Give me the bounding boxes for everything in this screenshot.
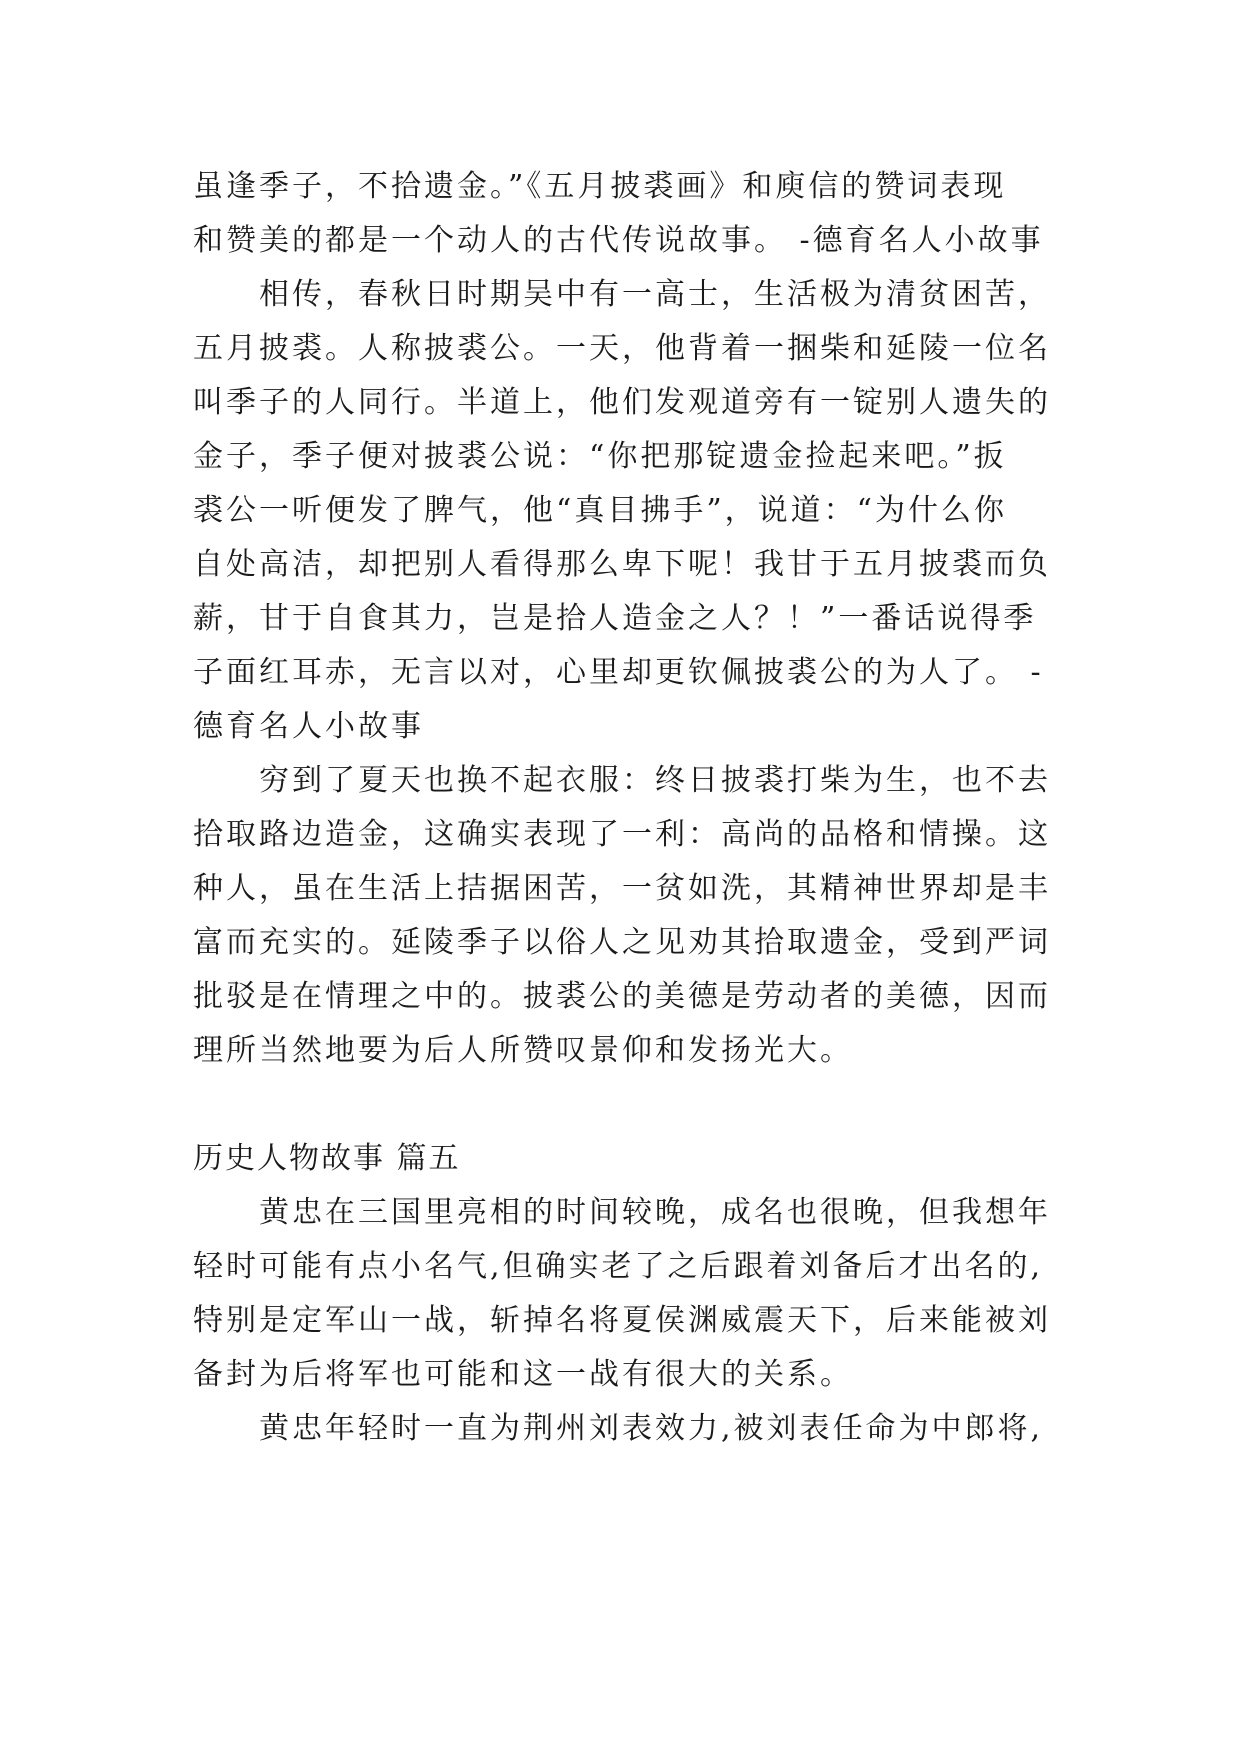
text-line: 五月披裘。人称披裘公。一天，他背着一捆柴和延陵一位名 xyxy=(193,331,1051,366)
text-line: 裘公一听便发了脾气，他“真目拂手”，说道：“为什么你 xyxy=(193,493,1008,528)
text-line: 子面红耳赤，无言以对，心里却更钦佩披裘公的为人了。 - xyxy=(193,655,1044,690)
section-heading: 历史人物故事 篇五 xyxy=(193,1141,461,1176)
text-line: 和赞美的都是一个动人的古代传说故事。 -德育名人小故事 xyxy=(193,223,1044,258)
text-line: 拾取路边造金，这确实表现了一利：高尚的品格和情操。这 xyxy=(193,817,1051,852)
text-line: 特别是定军山一战，斩掉名将夏侯渊威震天下，后来能被刘 xyxy=(193,1303,1051,1338)
paragraph-first-line: 黄忠在三国里亮相的时间较晚，成名也很晚，但我想年 xyxy=(259,1195,1051,1230)
text-line: 自处高洁，却把别人看得那么卑下呢！我甘于五月披裘而负 xyxy=(193,547,1051,582)
section-spacer xyxy=(193,1078,1055,1132)
text-line: 种人，虽在生活上拮据困苦，一贫如洗，其精神世界却是丰 xyxy=(193,871,1051,906)
paragraph-first-line: 黄忠年轻时一直为荆州刘表效力,被刘表任命为中郎将, xyxy=(259,1411,1044,1446)
text-line: 批驳是在情理之中的。披裘公的美德是劳动者的美德，因而 xyxy=(193,979,1051,1014)
text-line: 叫季子的人同行。半道上，他们发观道旁有一锭别人遗失的 xyxy=(193,385,1051,420)
text-line: 轻时可能有点小名气,但确实老了之后跟着刘备后才出名的, xyxy=(193,1249,1044,1284)
text-line: 理所当然地要为后人所赞叹景仰和发扬光大。 xyxy=(193,1033,853,1068)
paragraph-first-line: 相传，春秋日时期吴中有一高士，生活极为清贫困苦， xyxy=(259,277,1051,312)
text-line: 金子，季子便对披裘公说：“你把那锭遗金捡起来吧。”扳 xyxy=(193,439,1007,474)
text-line: 德育名人小故事 xyxy=(193,709,424,744)
text-line: 薪，甘于自食其力，岂是拾人造金之人？！”一番话说得季 xyxy=(193,601,1037,636)
text-line: 虽逢季子，不拾遗金。”《五月披裘画》和庾信的赞词表现 xyxy=(193,169,1007,204)
text-line: 富而充实的。延陵季子以俗人之见劝其拾取遗金，受到严词 xyxy=(193,925,1051,960)
paragraph-first-line: 穷到了夏天也换不起衣服：终日披裘打柴为生，也不去 xyxy=(259,763,1051,798)
text-line: 备封为后将军也可能和这一战有很大的关系。 xyxy=(193,1357,853,1392)
document-body xyxy=(193,160,1055,1456)
